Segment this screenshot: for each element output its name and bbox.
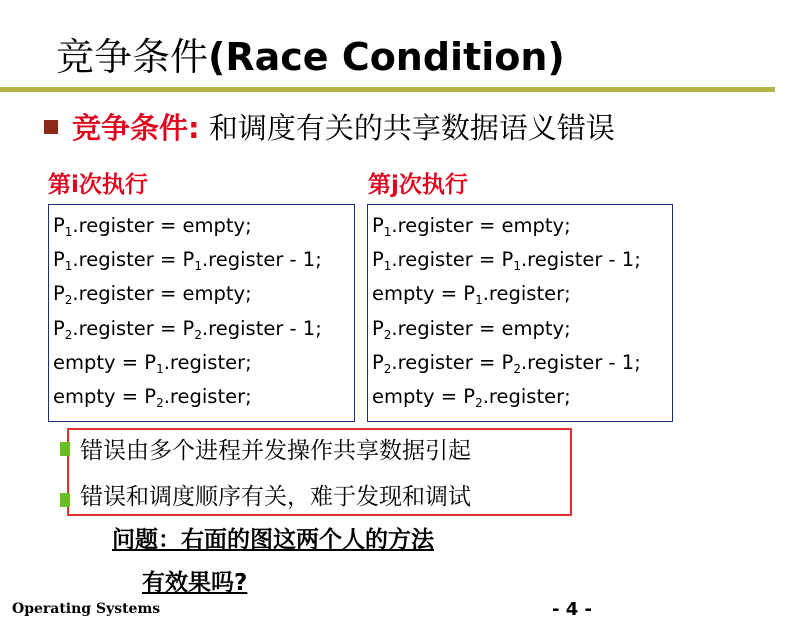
code-text: P — [372, 248, 384, 272]
code-text: .register = P — [391, 350, 514, 374]
code-subscript: 1 — [383, 225, 392, 239]
code-subscript: 2 — [194, 327, 202, 342]
code-text: .register = P — [72, 316, 195, 340]
code-line — [53, 380, 354, 414]
code-text: .register - 1; — [201, 316, 322, 340]
code-text: .register = empty; — [72, 282, 252, 306]
code-line — [372, 346, 672, 380]
sub-bullet-1 — [60, 432, 471, 465]
footer-course: Operating Systems — [12, 601, 161, 617]
slide-title — [56, 26, 565, 81]
code-text: P — [53, 282, 65, 306]
code-text: .register; — [482, 384, 571, 408]
green-bullet-icon — [60, 442, 70, 456]
slide-title-zh: 竞争条件 — [56, 35, 209, 79]
code-text: .register = empty; — [72, 214, 252, 237]
code-subscript: 2 — [383, 327, 392, 342]
code-line — [372, 243, 672, 277]
code-text: empty = P — [53, 350, 157, 374]
code-text: .register = empty; — [391, 214, 571, 237]
code-text: .register = P — [391, 248, 514, 272]
code-text: P — [53, 248, 65, 272]
code-line — [53, 277, 354, 311]
code-text: .register - 1; — [520, 248, 641, 272]
title-divider — [0, 87, 775, 92]
code-line — [372, 209, 672, 243]
code-subscript: 2 — [513, 361, 521, 376]
code-subscript: 1 — [64, 225, 73, 239]
column-heading-j: 第j次执行 — [368, 172, 468, 198]
column-heading-i: 第i次执行 — [48, 172, 148, 198]
code-text: empty = P — [372, 282, 476, 306]
code-subscript: 2 — [383, 361, 392, 376]
code-subscript: 1 — [513, 259, 521, 274]
code-text: P — [372, 316, 384, 340]
code-line — [53, 346, 354, 380]
code-line — [53, 243, 354, 277]
code-line — [372, 312, 672, 346]
sub-bullet-text: 错误由多个进程并发操作共享数据引起 — [80, 438, 471, 464]
code-subscript: 1 — [194, 259, 202, 274]
code-box-i — [48, 204, 355, 422]
code-subscript: 2 — [64, 327, 73, 342]
code-line — [372, 277, 672, 311]
code-text: .register - 1; — [201, 248, 322, 272]
code-line — [372, 380, 672, 414]
question-line-1: 问题：右面的图这两个人的方法 — [112, 527, 434, 553]
code-text: .register - 1; — [520, 350, 641, 374]
square-bullet-icon — [44, 120, 58, 134]
sub-bullet-text: 错误和调度顺序有关，难于发现和调试 — [80, 484, 471, 510]
code-text: P — [53, 316, 65, 340]
code-text: P — [372, 214, 384, 237]
slide-title-en: (Race Condition) — [208, 35, 565, 79]
code-line — [53, 312, 354, 346]
code-text: P — [372, 350, 384, 374]
question-line-2: 有效果吗? — [142, 570, 248, 596]
green-bullet-icon — [60, 493, 70, 507]
code-subscript: 2 — [475, 395, 483, 410]
code-subscript: 1 — [64, 259, 73, 274]
code-box-j — [367, 204, 673, 422]
code-subscript: 2 — [156, 395, 164, 410]
code-text: .register = P — [72, 248, 195, 272]
main-bullet-text: 和调度有关的共享数据语义错误 — [199, 111, 615, 145]
code-text: .register; — [482, 282, 571, 306]
code-text: .register; — [163, 384, 252, 408]
code-subscript: 1 — [383, 259, 392, 274]
code-subscript: 1 — [475, 293, 483, 308]
sub-bullet-2 — [60, 478, 471, 511]
code-text: .register; — [163, 350, 252, 374]
code-subscript: 1 — [156, 361, 164, 376]
footer-page-number: - 4 - — [552, 599, 592, 620]
code-line — [53, 209, 354, 243]
main-bullet — [44, 106, 615, 147]
main-bullet-label: 竞争条件: — [72, 111, 200, 145]
code-text: empty = P — [372, 384, 476, 408]
code-text: P — [53, 214, 65, 237]
code-text: empty = P — [53, 384, 157, 408]
code-subscript: 2 — [64, 293, 73, 308]
code-text: .register = empty; — [391, 316, 571, 340]
